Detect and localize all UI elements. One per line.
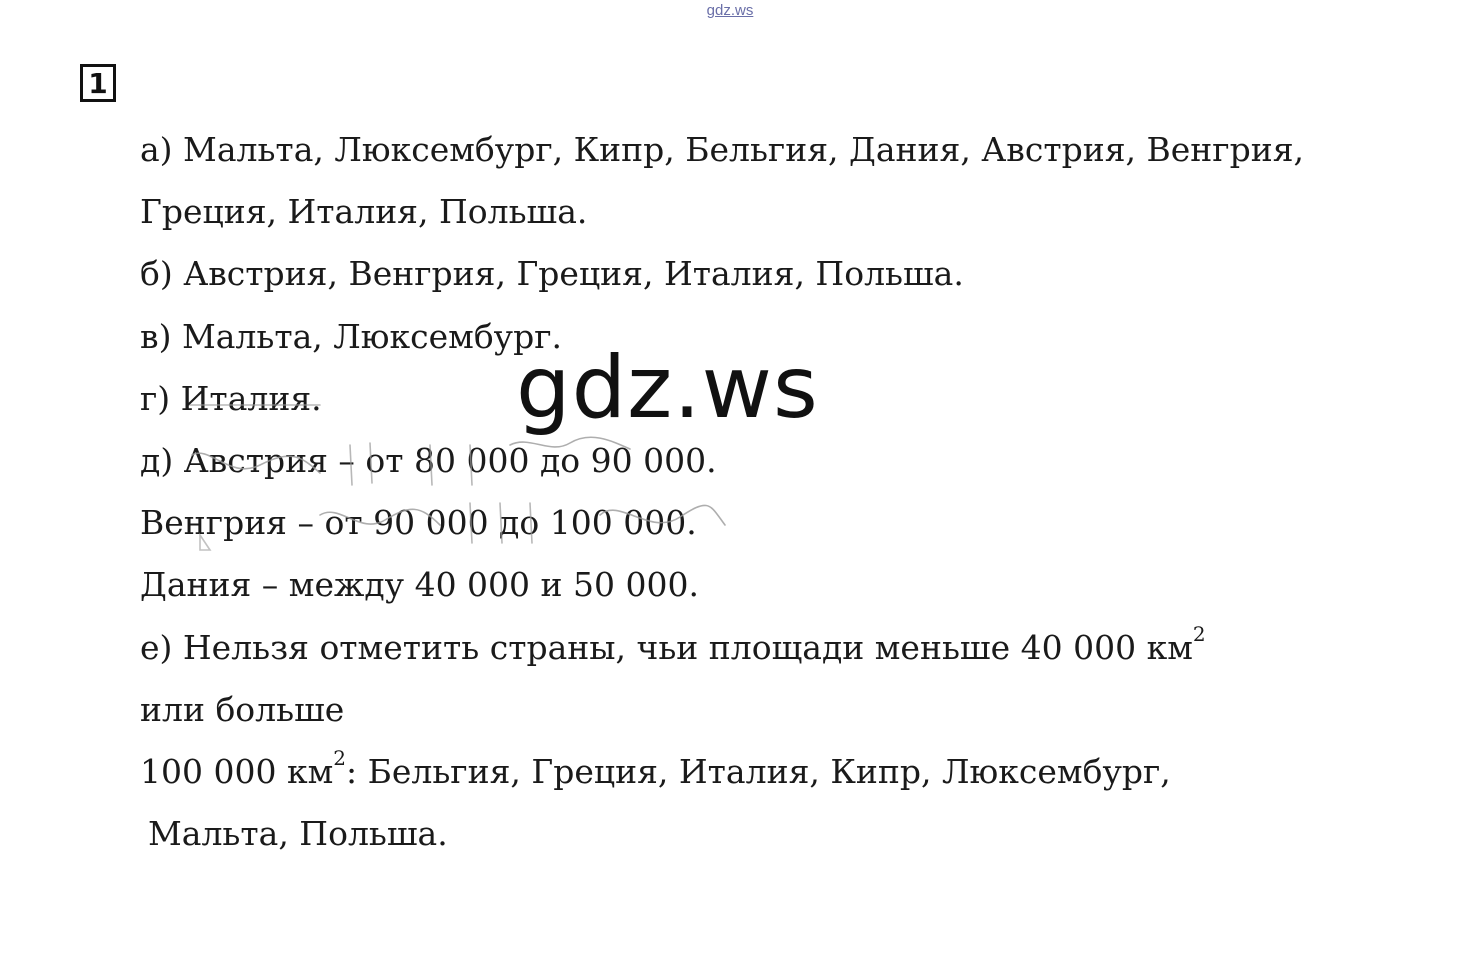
- answer-line-e-list-tail: : Бельгия, Греция, Италия, Кипр, Люксембург,: [345, 751, 1171, 791]
- answer-line-e-cont: или больше: [140, 689, 345, 729]
- answer-line-v: в) Мальта, Люксембург.: [140, 316, 563, 356]
- answer-line-g: г) Италия.: [140, 378, 322, 418]
- answer-line-d-denmark: Дания – между 40 000 и 50 000.: [140, 565, 699, 605]
- answer-line-e-text: е) Нельзя отметить страны, чьи площади меньше 40 000 км: [140, 627, 1193, 667]
- answer-line-a-cont: Греция, Италия, Польша.: [140, 192, 588, 232]
- answer-line-e-end: Мальта, Польша.: [148, 814, 448, 854]
- answer-line-e-list: [140, 741, 1360, 803]
- task-number-box: 1: [80, 64, 116, 102]
- superscript-two: 2: [333, 745, 346, 770]
- superscript-two: 2: [1192, 621, 1206, 646]
- answer-text-block: [140, 119, 1360, 865]
- answer-line-e-list-head: 100 000 км: [140, 751, 334, 791]
- answer-line-e: [140, 617, 1360, 679]
- answer-line-d-hungary: Венгрия – от 90 000 до 100 000.: [140, 503, 697, 543]
- answer-line-d: д) Австрия – от 80 000 до 90 000.: [140, 440, 717, 480]
- site-watermark-top: gdz.ws: [706, 2, 754, 19]
- answer-line-b: б) Австрия, Венгрия, Греция, Италия, Польша.: [140, 254, 964, 294]
- answer-line-a: а) Мальта, Люксембург, Кипр, Бельгия, Дания, Австрия, Венгрия,: [140, 130, 1305, 169]
- site-watermark-center: gdz.ws: [516, 338, 819, 438]
